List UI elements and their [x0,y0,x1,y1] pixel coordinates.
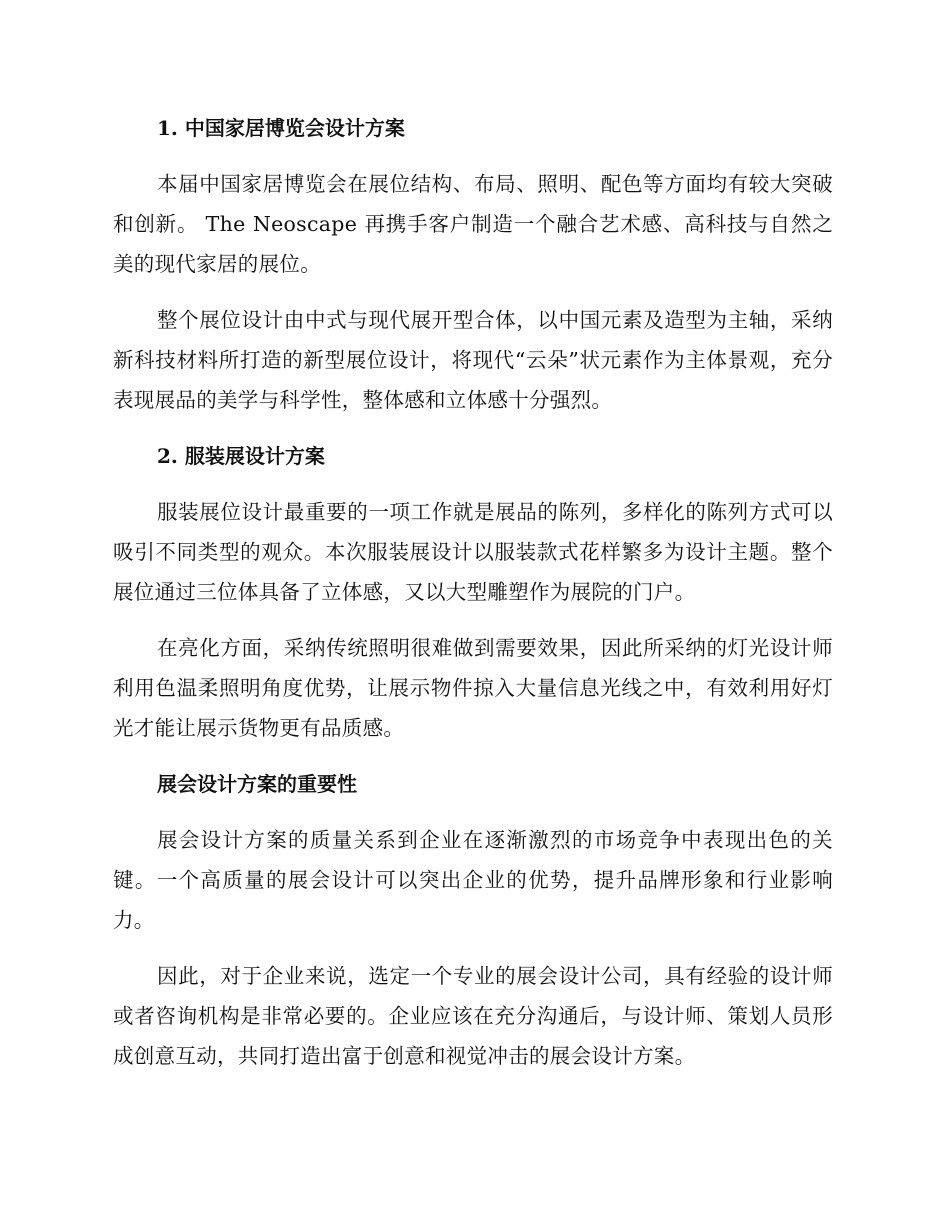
paragraph-home-expo-intro: 本届中国家居博览会在展位结构、布局、照明、配色等方面均有较大突破和创新。 The Neoscape 再携手客户制造一个融合艺术感、高科技与自然之美的现代家居的展位。 [113,172,833,276]
document-page [113,108,833,1076]
paragraph-home-expo-design: 整个展位设计由中式与现代展开型合体，以中国元素及造型为主轴，采纳新科技材料所打造的新型展位设计，将现代“云朵”状元素作为主体景观，充分表现展品的美学与科学性，整体感和立体感十分强烈。 [113,308,833,412]
paragraph-importance-quality: 展会设计方案的质量关系到企业在逐渐激烈的市场竞争中表现出色的关键。一个高质量的展会设计可以突出企业的优势，提升品牌形象和行业影响力。 [113,828,833,932]
paragraph-fashion-expo-lighting: 在亮化方面，采纳传统照明很难做到需要效果，因此所采纳的灯光设计师利用色温柔照明角度优势，让展示物件掠入大量信息光线之中，有效利用好灯光才能让展示货物更有品质感。 [113,636,833,740]
paragraph-importance-choice: 因此，对于企业来说，选定一个专业的展会设计公司，具有经验的设计师或者咨询机构是非常必要的。企业应该在充分沟通后，与设计师、策划人员形成创意互动，共同打造出富于创意和视觉冲击的展会设计方案。 [113,964,833,1068]
paragraph-fashion-expo-display: 服装展位设计最重要的一项工作就是展品的陈列，多样化的陈列方式可以吸引不同类型的观众。本次服装展设计以服装款式花样繁多为设计主题。整个展位通过三位体具备了立体感，又以大型雕塑作为展院的门户。 [113,500,833,604]
section-heading-home-expo: 1. 中国家居博览会设计方案 [157,116,405,140]
section-heading-importance: 展会设计方案的重要性 [157,772,357,796]
section-heading-fashion-expo: 2. 服装展设计方案 [157,444,325,468]
